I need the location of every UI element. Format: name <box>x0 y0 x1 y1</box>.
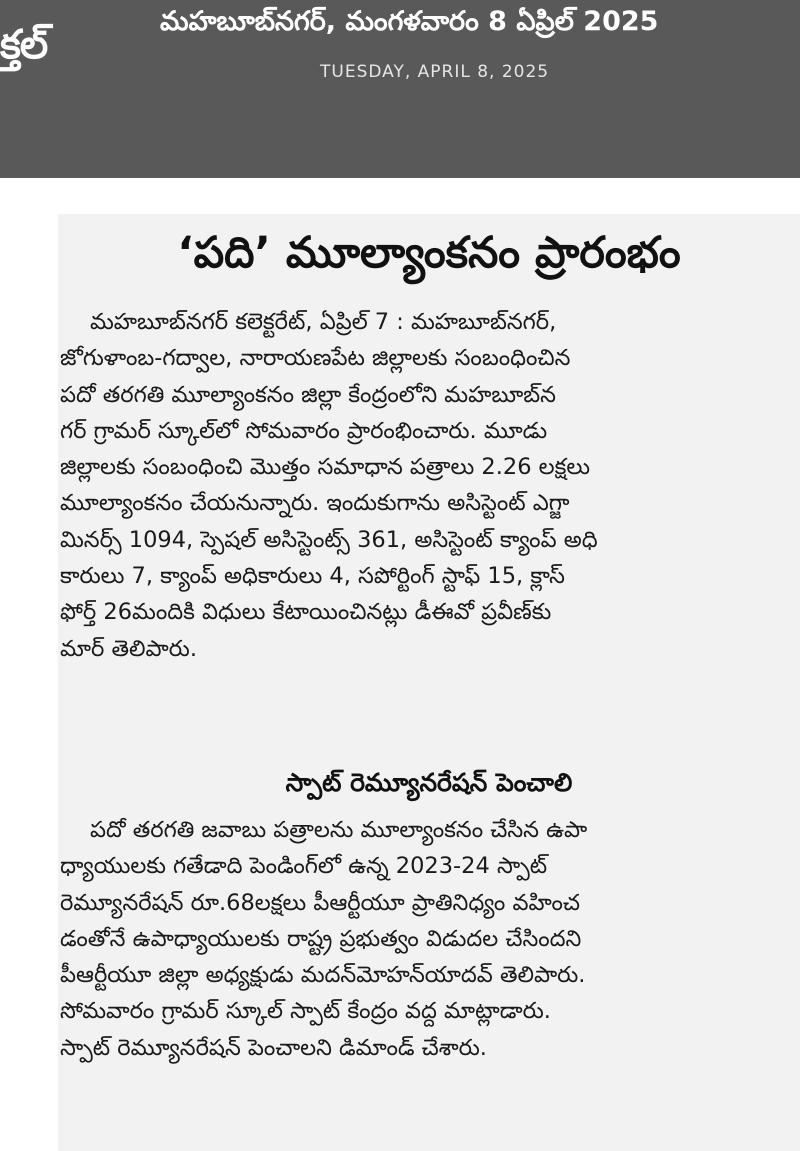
date-line-english: TUESDAY, APRIL 8, 2025 <box>320 62 550 82</box>
body-line: జిల్లాలకు సంబంధించి మొత్తం సమాధాన పత్రాలు 2.26 లక్షలు <box>60 454 591 481</box>
article-paragraph-1 <box>60 304 800 667</box>
body-line: మినర్స్‌ 1094, స్పెషల్‌ అసిస్టెంట్స్‌ 361, అసిస్టెంట్‌ క్యాంప్‌ అధి <box>60 526 598 553</box>
body-line: కారులు 7, క్యాంప్‌ అధికారులు 4, సపోర్టింగ్‌ స్టాఫ్‌ 15, క్లాస్‌ <box>60 563 565 590</box>
body-line: పదో తరగతి మూల్యాంకనం జిల్లా కేంద్రంలోని మహబూబ్‌న <box>60 381 556 408</box>
article-headline: ‘పది’ మూల్యాంకనం ప్రారంభం <box>177 228 681 278</box>
body-line: డంతోనే ఉపాధ్యాయులకు రాష్ట్ర ప్రభుత్వం విడుదల చేసిందని <box>60 925 582 952</box>
article-paragraph-2 <box>60 812 800 1066</box>
date-line-telugu: మహబూబ్‌నగర్‌, మంగళవారం 8 ఏప్రిల్‌ 2025 <box>160 6 659 37</box>
body-line: జోగుళాంబ-గద్వాల, నారాయణపేట జిల్లాలకు సంబంధించిన <box>60 345 571 372</box>
body-line: గర్‌ గ్రామర్‌ స్కూల్‌లో సోమవారం ప్రారంభించారు. మూడు <box>60 417 548 444</box>
body-line: స్పాట్‌ రెమ్యూనరేషన్‌ పెంచాలని డిమాండ్‌ చేశారు. <box>60 1034 487 1061</box>
body-line: మహబూబ్‌నగర్‌ కలెక్టరేట్‌, ఏప్రిల్‌ 7 : మహబూబ్‌నగర్‌, <box>90 309 557 335</box>
article-subheading: స్పాట్‌ రెమ్యూనరేషన్‌ పెంచాలి <box>285 768 573 797</box>
body-line: రెమ్యూనరేషన్‌ రూ.68లక్షలు పీఆర్టీయూ ప్రాతినిధ్యం వహించ <box>60 889 580 916</box>
body-line: పీఆర్టీయూ జిల్లా అధ్యక్షుడు మదన్‌మోహన్‌యాదవ్‌ తెలిపారు. <box>60 962 586 989</box>
body-line: మార్‌ తెలిపారు. <box>60 635 197 662</box>
newspaper-header-band <box>0 0 800 178</box>
body-line: పదో తరగతి జవాబు పత్రాలను మూల్యాంకనం చేసిన ఉపా <box>90 817 588 843</box>
body-line: సోమవారం గ్రామర్‌ స్కూల్‌ స్పాట్‌ కేంద్రం వద్ద మాట్లాడారు. <box>60 998 551 1025</box>
body-line: ధ్యాయులకు గతేడాది పెండింగ్‌లో ఉన్న 2023-24 స్పాట్‌ <box>60 853 548 880</box>
masthead-logo-fragment: క్తల్ <box>0 22 48 68</box>
body-line: ఫోర్త్‌ 26మందికి విధులు కేటాయించినట్లు డీఈవో ప్రవీణ్‌కు <box>60 599 552 626</box>
body-line: మూల్యాంకనం చేయనున్నారు. ఇందుకుగాను అసిస్టెంట్‌ ఎగ్జా <box>60 490 570 517</box>
